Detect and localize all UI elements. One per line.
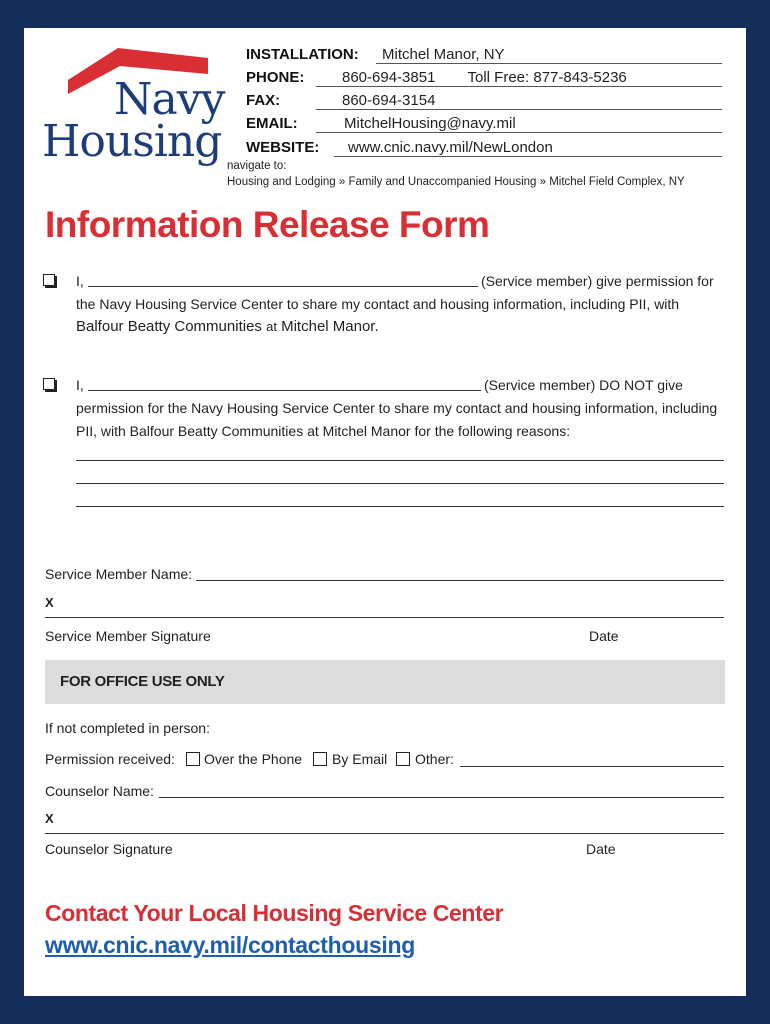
counselor-x-mark: X [45,811,54,826]
service-member-signature-label: Service Member Signature [45,628,211,644]
option2-suffix: (Service member) DO NOT give [484,377,683,393]
option2-line2 [76,400,717,416]
counselor-date-label: Date [586,841,616,857]
fax-value: 860-694-3154 [316,92,722,110]
website-label: WEBSITE: [246,139,320,156]
other-line[interactable] [460,766,724,767]
reason-line-2[interactable] [76,483,724,484]
phone-value: 860-694-3851 [342,69,436,86]
over-phone-label: Over the Phone [204,751,303,767]
by-email-checkbox[interactable] [313,752,327,766]
option2-line3-reasons: at Mitchel Manor for the following reasons: [307,423,571,439]
option1-prefix: I, [76,273,84,289]
service-member-name-line[interactable] [196,580,724,581]
option1-company: Balfour Beatty Communities [76,318,262,335]
option1-at: at [266,319,277,334]
navy-housing-logo [40,40,225,170]
phone-value-line [316,69,722,87]
option2-line3 [76,423,570,439]
counselor-signature-label: Counselor Signature [45,841,173,857]
counselor-name-line[interactable] [159,797,724,798]
counselor-name-label: Counselor Name: [45,783,154,799]
option2-line2-including: including [661,400,718,416]
phone-label: PHONE: [246,69,305,86]
installation-value: Mitchel Manor, NY [376,46,722,64]
email-value: MitchelHousing@navy.mil [316,115,722,133]
service-member-name-label: Service Member Name: [45,566,193,582]
office-use-heading: FOR OFFICE USE ONLY [60,673,225,690]
permission-received-label: Permission received: [45,751,175,767]
other-label: Other: [415,751,454,767]
option1-installation: Mitchel Manor. [281,318,379,335]
option1-name-line[interactable] [88,286,478,287]
service-member-x-mark: X [45,595,54,610]
navigate-path: Housing and Lodging » Family and Unaccompanied Housing » Mitchel Field Complex, NY [227,176,685,188]
option2-line2-text: permission for the Navy Housing Service Center to share my contact and housing information, [76,400,659,416]
contact-housing-link[interactable]: www.cnic.navy.mil/contacthousing [45,932,415,958]
toll-free-value: Toll Free: 877-843-5236 [467,69,627,86]
contact-heading: Contact Your Local Housing Service Center [45,900,504,926]
logo-text-navy: Navy [114,74,225,125]
over-phone-checkbox[interactable] [186,752,200,766]
navigate-label: navigate to: [227,160,287,172]
option2-prefix: I, [76,377,84,393]
logo-text-housing: Housing [42,116,222,167]
by-email-label: By Email [332,751,388,767]
other-checkbox[interactable] [396,752,410,766]
installation-label: INSTALLATION: [246,46,359,63]
not-completed-label: If not completed in person: [45,720,210,736]
permission-deny-checkbox[interactable] [43,378,55,390]
reason-line-3[interactable] [76,506,724,507]
option2-line3-text: PII, with Balfour Beatty Communities [76,423,304,439]
form-page [24,28,746,996]
permission-give-checkbox[interactable] [43,274,55,286]
website-value: www.cnic.navy.mil/NewLondon [334,139,722,157]
option1-line3 [76,318,379,335]
counselor-signature-line[interactable] [45,833,724,834]
service-member-date-label: Date [589,628,619,644]
service-member-signature-line[interactable] [45,617,724,618]
option2-name-line[interactable] [88,390,481,391]
email-label: EMAIL: [246,115,298,132]
option1-suffix: (Service member) give permission for [481,273,714,289]
fax-label: FAX: [246,92,281,109]
option1-line2: the Navy Housing Service Center to share my contact and housing information, including PII, with [76,296,680,312]
office-use-bar [45,660,725,704]
form-title: Information Release Form [45,204,490,245]
reason-line-1[interactable] [76,460,724,461]
